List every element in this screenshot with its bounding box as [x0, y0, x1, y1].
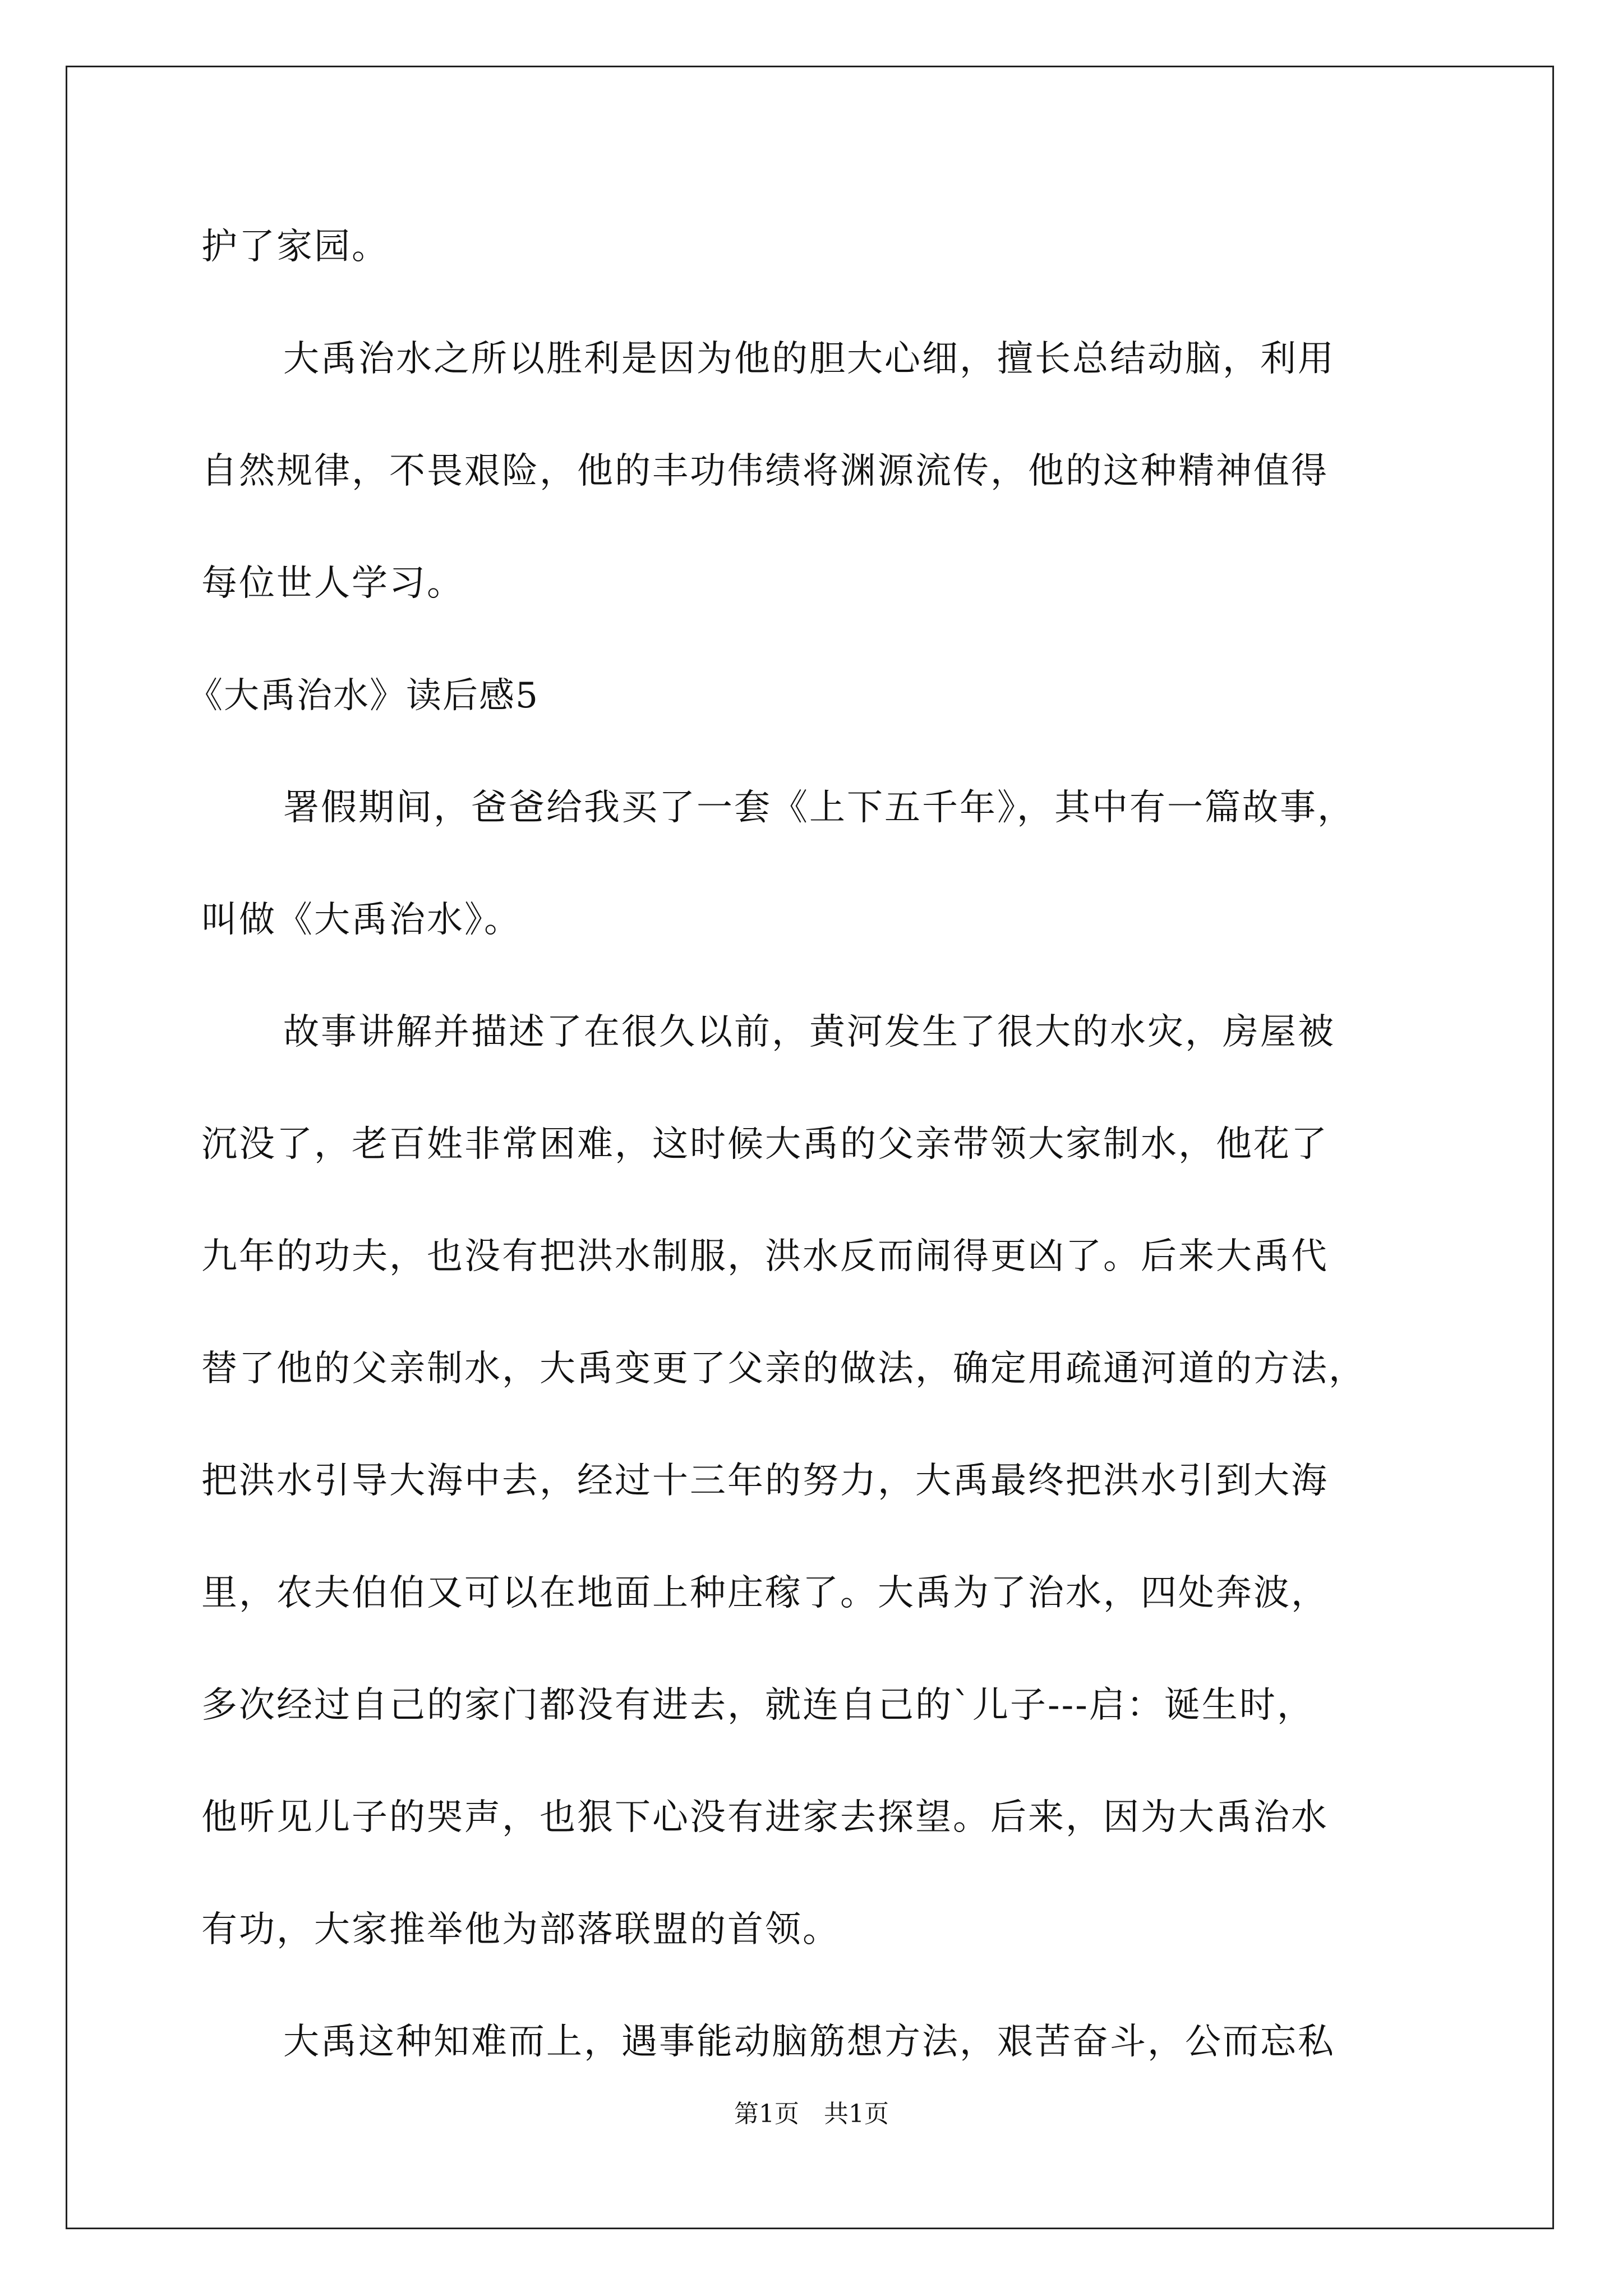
paragraph-line: 把洪水引导大海中去，经过十三年的努力，大禹最终把洪水引到大海: [201, 1460, 1329, 1502]
paragraph-line: 叫做《大禹治水》。: [201, 899, 522, 941]
paragraph-line: 替了他的父亲制水，大禹变更了父亲的做法，确定用疏通河道的方法，: [201, 1348, 1366, 1389]
paragraph-line: 里，农夫伯伯又可以在地面上种庄稼了。大禹为了治水，四处奔波，: [201, 1572, 1329, 1614]
paragraph-line: 自然规律，不畏艰险，他的丰功伟绩将渊源流传，他的这种精神值得: [201, 450, 1329, 492]
section-heading: 《大禹治水》读后感5: [187, 675, 540, 716]
paragraph-line: 有功，大家推举他为部落联盟的首领。: [201, 1909, 840, 1950]
paragraph-line: 多次经过自己的家门都没有进去，就连自己的`儿子---启：诞生时，: [201, 1685, 1315, 1726]
paragraph-line: 大禹这种知难而上，遇事能动脑筋想方法，艰苦奋斗，公而忘私: [283, 2021, 1335, 2063]
paragraph-line: 故事讲解并描述了在很久以前，黄河发生了很大的水灾，房屋被: [283, 1011, 1335, 1053]
paragraph-line: 九年的功夫，也没有把洪水制服，洪水反而闹得更凶了。后来大禹代: [201, 1236, 1329, 1277]
paragraph-line: 沉没了，老百姓非常困难，这时候大禹的父亲带领大家制水，他花了: [201, 1124, 1329, 1165]
paragraph-line: 每位世人学习。: [201, 563, 464, 604]
page-footer: 第1页 共1页: [734, 2100, 889, 2128]
paragraph-line: 大禹治水之所以胜利是因为他的胆大心细，擅长总结动脑，利用: [283, 338, 1335, 380]
paragraph-line: 署假期间，爸爸给我买了一套《上下五千年》，其中有一篇故事，: [283, 787, 1355, 829]
paragraph-line: 护了家园。: [201, 226, 389, 268]
paragraph-line: 他听见儿子的哭声，也狠下心没有进家去探望。后来，因为大禹治水: [201, 1797, 1329, 1838]
